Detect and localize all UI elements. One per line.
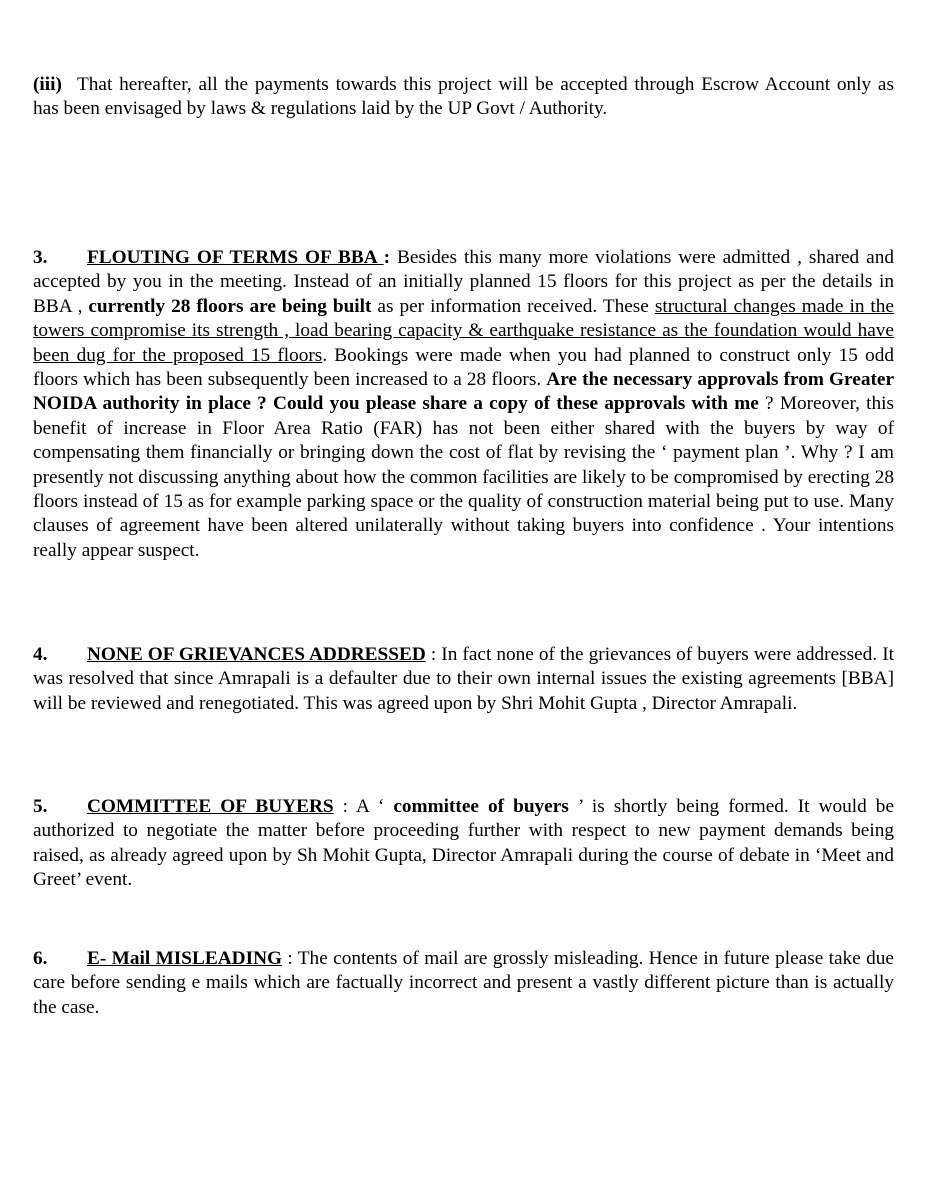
- item-iii-text: That hereafter, all the payments towards this project will be accepted through Escrow Account only as has been envisaged by laws & regulations laid by the UP Govt / Authority.: [33, 74, 894, 120]
- item-6-heading: E- Mail MISLEADING: [87, 948, 283, 969]
- item-3-heading: FLOUTING OF TERMS OF BBA: [87, 247, 384, 268]
- item-3-underlined-text: structural changes made in the towers compromise its strength , load bearing capacity & earthquake resistance as the foundation would have been dug for the proposed 15 floors: [33, 295, 894, 366]
- paragraph-iii: [33, 73, 894, 122]
- item-6-text: : The contents of mail are grossly misleading. Hence in future please take due care before sending e mails which are factually incorrect and present a vastly different picture than is actually the case.: [33, 948, 894, 1018]
- paragraph-3: [33, 246, 894, 563]
- paragraph-4: [33, 643, 894, 716]
- item-3-bold-1: currently 28 floors are being built: [88, 295, 372, 317]
- item-3-text-4: ? Moreover, this benefit of increase in Floor Area Ratio (FAR) has not been either shared with the buyers by way of compensating them financially or bringing down the cost of flat by revising the ‘ payment plan ’. Why ? I am presently not discussing anything about how the common facilities are likely to be compromised by erecting 28 floors instead of 15 as for example parking space or the quality of construction material being put to use. Many clauses of agreement have been altered unilaterally without taking buyers into confidence . Your intentions really appear suspect.: [33, 393, 895, 561]
- paragraph-5: [33, 795, 894, 893]
- item-5-number: 5.: [33, 796, 48, 817]
- item-3-text-3: . Bookings were made when you had planned to construct only 15 odd floors which has been subsequently been increased to a 28 floors.: [33, 344, 894, 391]
- item-3-text-2: as per information received. These: [371, 295, 655, 317]
- item-3-bold-2: Are the necessary approvals from Greater NOIDA authority in place ? Could you please share a copy of these approvals with me: [33, 369, 895, 415]
- item-5-bold-1: committee of buyers: [393, 796, 569, 817]
- item-6-number: 6.: [33, 948, 48, 969]
- paragraph-6: [33, 947, 894, 1020]
- item-3-text-1: Besides this many more violations were admitted , shared and accepted by you in the meeting. Instead of an initially planned 15 floors for this project as per the details in BBA ,: [33, 247, 894, 317]
- item-5-text-1: : A ‘: [333, 796, 394, 817]
- item-iii-label: (iii): [33, 74, 62, 95]
- item-5-text-2: ’ is shortly being formed. It would be authorized to negotiate the matter before proceeding further with respect to new payment demands being raised, as already agreed upon by Sh Mohit Gupta, Director Amrapali during the course of debate in ‘Meet and Greet’ event.: [33, 796, 895, 891]
- item-4-heading: NONE OF GRIEVANCES ADDRESSED: [87, 644, 426, 665]
- item-4-number: 4.: [33, 644, 48, 665]
- item-3-number: 3.: [33, 247, 48, 268]
- item-4-text: : In fact none of the grievances of buyers were addressed. It was resolved that since Amrapali is a defaulter due to their own internal issues the existing agreements [BBA] will be reviewed and renegotiated. This was agreed upon by Shri Mohit Gupta , Director Amrapali.: [33, 644, 894, 714]
- item-5-heading: COMMITTEE OF BUYERS: [87, 796, 334, 817]
- item-3-colon: :: [383, 247, 398, 268]
